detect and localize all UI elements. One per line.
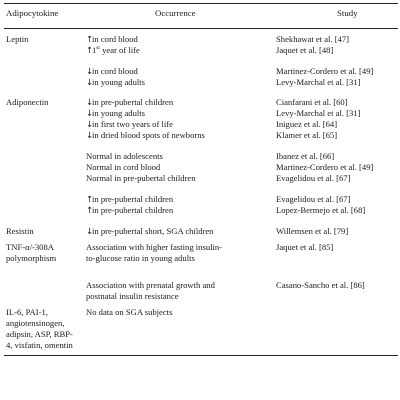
study-citation: Jaquet et al. [48] [276, 45, 334, 55]
row-label-tnf: TNF-α/-308A [6, 242, 54, 252]
occurrence-line: ↑1st year of life [86, 45, 140, 56]
row-label-leptin: Leptin [6, 34, 29, 44]
occurrence-line: ↑in pre-pubertal children [86, 205, 174, 216]
occurrence-line: ↓in dried blood spots of newborns [86, 130, 205, 141]
arrow-down-icon: ↓ [86, 98, 94, 108]
table-top-rule [4, 3, 398, 4]
row-label-other: IL-6, PAI-1, [6, 307, 48, 317]
row-label-other-line3: adipsin, ASP, RBP- [6, 329, 73, 339]
occurrence-line: ↑in cord blood [86, 34, 138, 45]
occurrence-line: ↓in pre-pubertal children [86, 97, 174, 108]
arrow-up-icon: ↑ [86, 35, 94, 45]
study-citation: Casano-Sancho et al. [86] [276, 280, 365, 290]
study-citation: Ibanez et al. [66] [276, 151, 335, 161]
arrow-down-icon: ↓ [86, 78, 94, 88]
study-citation: Levy-Marchal et al. [31] [276, 108, 361, 118]
occurrence-line: ↓in first two years of life [86, 119, 173, 130]
header-occurrence: Occurrence [155, 8, 196, 18]
occurrence-line: Association with prenatal growth and [86, 280, 215, 290]
table-bottom-rule [4, 355, 398, 356]
header-adipocytokine: Adipocytokine [6, 8, 59, 18]
occurrence-line: ↓in young adults [86, 77, 145, 88]
arrow-down-icon: ↓ [86, 109, 94, 119]
row-label-resistin: Resistin [6, 226, 34, 236]
occurrence-line: ↓in pre-pubertal short, SGA children [86, 226, 214, 237]
occurrence-line: Normal in pre-pubertal children [86, 173, 196, 183]
occurrence-line: postnatal insulin resistance [86, 291, 179, 301]
study-citation: Evagelidou et al. [67] [276, 194, 351, 204]
occurrence-line: ↓in cord blood [86, 66, 138, 77]
row-label-other-line4: 4, visfatin, omentin [6, 340, 73, 350]
study-citation: Cianfarani et al. [60] [276, 97, 348, 107]
study-citation: Klamer et al. [65] [276, 130, 338, 140]
arrow-down-icon: ↓ [86, 131, 94, 141]
arrow-up-icon: ↑ [86, 206, 94, 216]
study-citation: Shekhawat et al. [47] [276, 34, 350, 44]
occurrence-line: Normal in adolescents [86, 151, 163, 161]
study-citation: Levy-Marchal et al. [31] [276, 77, 361, 87]
study-citation: Martinez-Cordero et al. [49] [276, 162, 374, 172]
row-label-adiponectin: Adiponectin [6, 97, 49, 107]
study-citation: Iniguez et al. [64] [276, 119, 338, 129]
row-label-other-line2: angiotensinogen, [6, 318, 65, 328]
arrow-up-icon: ↑ [86, 46, 94, 56]
row-label-tnf-line2: polymorphism [6, 253, 57, 263]
arrow-down-icon: ↓ [86, 120, 94, 130]
header-bottom-rule [4, 28, 398, 29]
arrow-down-icon: ↓ [86, 67, 94, 77]
occurrence-line: to-glucose ratio in young adults [86, 253, 195, 263]
arrow-down-icon: ↓ [86, 227, 94, 237]
occurrence-line: ↑in pre-pubertal children [86, 194, 174, 205]
study-citation: Willemsen et al. [79] [276, 226, 349, 236]
header-study: Study [337, 8, 358, 18]
occurrence-line: Normal in cord blood [86, 162, 161, 172]
arrow-up-icon: ↑ [86, 195, 94, 205]
occurrence-line: Association with higher fasting insulin- [86, 242, 223, 252]
study-citation: Martinez-Cordero et al. [49] [276, 66, 374, 76]
study-citation: Evagelidou et al. [67] [276, 173, 351, 183]
occurrence-line: No data on SGA subjects [86, 307, 173, 317]
study-citation: Jaquet et al. [85] [276, 242, 334, 252]
study-citation: Lopez-Bermejo et al. [68] [276, 205, 366, 215]
occurrence-line: ↓in young adults [86, 108, 145, 119]
